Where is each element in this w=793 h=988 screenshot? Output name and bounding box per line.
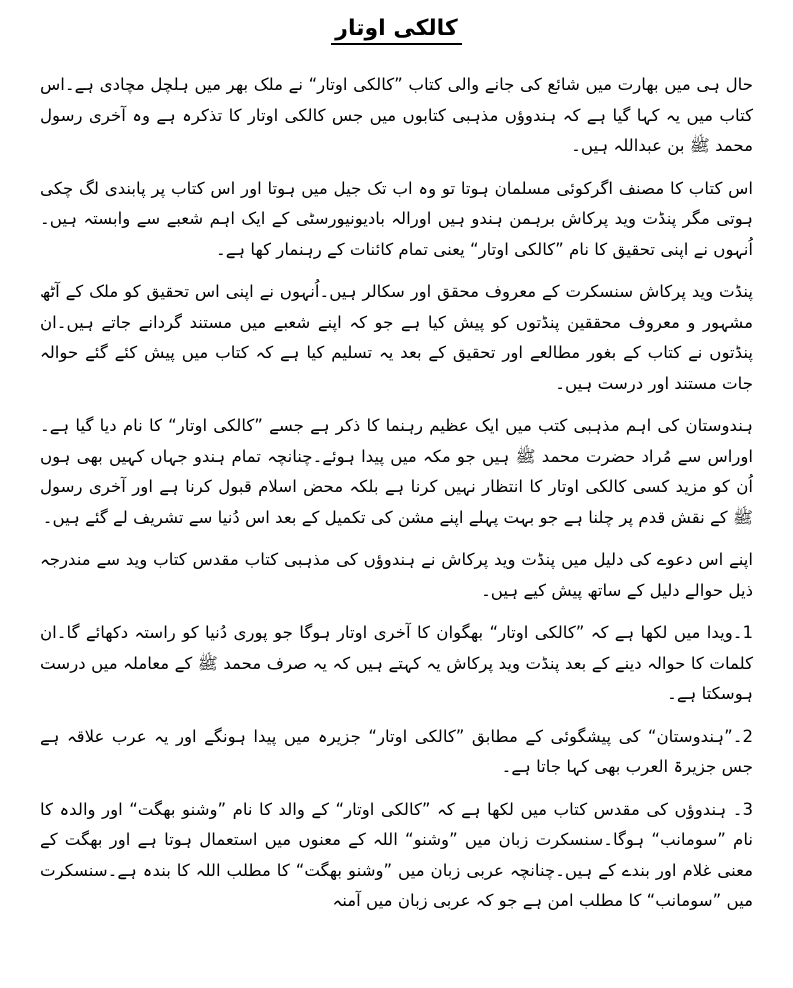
paragraph-2: اس کتاب کا مصنف اگرکوئی مسلمان ہوتا تو وہ اب تک جیل میں ہوتا اور اس کتاب پر پابندی لگ چکی ہوتی مگر پنڈت وید پرکاش برہمن ہندو ہیں اورالہ بادیونیورسٹی کے ایک اہم شعبے سے وابستہ ہیں۔اُنہوں نے اپنی تحقیق کا نام ”کالکی اوتار“ یعنی تمام کائنات کے رہنمار کھا ہے۔ [40,178,753,259]
paragraph-7: 2۔”ہندوستان“ کی پیشگوئی کے مطابق ”کالکی اوتار“ جزیرہ میں پیدا ہونگے اور یہ عرب علاقہ ہے جس جزیرۃ العرب بھی کہا جاتا ہے۔ [40,726,753,776]
paragraph-6: 1۔ویدا میں لکھا ہے کہ ”کالکی اوتار“ بھگوان کا آخری اوتار ہوگا جو پوری دُنیا کو راستہ دکھائے گا۔ان کلمات کا حوالہ دینے کے بعد پنڈت وید پرکاش یہ کہتے ہیں کہ یہ صرف محمد ﷺ کے معاملہ میں درست ہوسکتا ہے۔ [40,623,753,703]
title-text: کالکی اوتار [331,16,461,45]
paragraph-5: اپنے اس دعوے کی دلیل میں پنڈت وید پرکاش نے ہندوؤں کی مذہبی کتاب مقدس کتاب وید سے مندرجہ ذیل حوالے دلیل کے ساتھ پیش کیے ہیں۔ [40,550,753,600]
paragraph-4: ہندوستان کی اہم مذہبی کتب میں ایک عظیم رہنما کا ذکر ہے جسے ”کالکی اوتار“ کا نام دیا گیا ہے۔اوراس سے مُراد حضرت محمد ﷺ ہیں جو مکہ میں پیدا ہوئے۔چنانچہ تمام ہندو جہاں کہیں بھی ہوں اُن کو مزید کسی کالکی اوتار کا انتظار نہیں کرنا ہے بلکہ محض اسلام قبول کرنا ہے اور آخری رسول ﷺ کے نقش قدم پر چلنا ہے جو بہت پہلے اپنے مشن کی تکمیل کے بعد اس دُنیا سے تشریف لے گئے ہیں۔ [40,416,753,527]
paragraph-8: 3۔ ہندوؤں کی مقدس کتاب میں لکھا ہے کہ ”کالکی اوتار“ کے والد کا نام ”وشنو بھگت“ اور والدہ کا نام ”سومانب“ ہوگا۔سنسکرت زبان میں ”وشنو“ اللہ کے معنوں میں استعمال ہوتا ہے اور بھگت کے معنی غلام اور بندے کے ہیں۔چنانچہ عربی زبان میں ”وشنو بھگت“ کا مطلب اللہ کا بندہ ہے۔سنسکرت میں ”سومانب“ کا مطلب امن ہے جو کہ عربی زبان میں آمنہ [40,799,753,910]
paragraph-3: پنڈت وید پرکاش سنسکرت کے معروف محقق اور سکالر ہیں۔اُنہوں نے اپنی اس تحقیق کو ملک کے آٹھ مشہور و معروف محققین پنڈتوں کو پیش کیا ہے جو کہ اپنے شعبے میں مستند گردانے جاتے ہیں۔ان پنڈتوں نے کتاب کے بغور مطالعے اور تحقیق کے بعد یہ تسلیم کیا ہے کہ کتاب میں پیش کئے گئے حوالہ جات مستند اور درست ہیں۔ [40,282,753,393]
paragraph-1: حال ہی میں بھارت میں شائع کی جانے والی کتاب ”کالکی اوتار“ نے ملک بھر میں ہلچل مچادی ہے۔اس کتاب میں یہ کہا گیا ہے کہ ہندوؤں مذہبی کتابوں میں جس کالکی اوتار کا تذکرہ ہے وہ آخری رسول محمد ﷺ بن عبداللہ ہیں۔ [40,75,753,155]
page-title [40,14,753,44]
